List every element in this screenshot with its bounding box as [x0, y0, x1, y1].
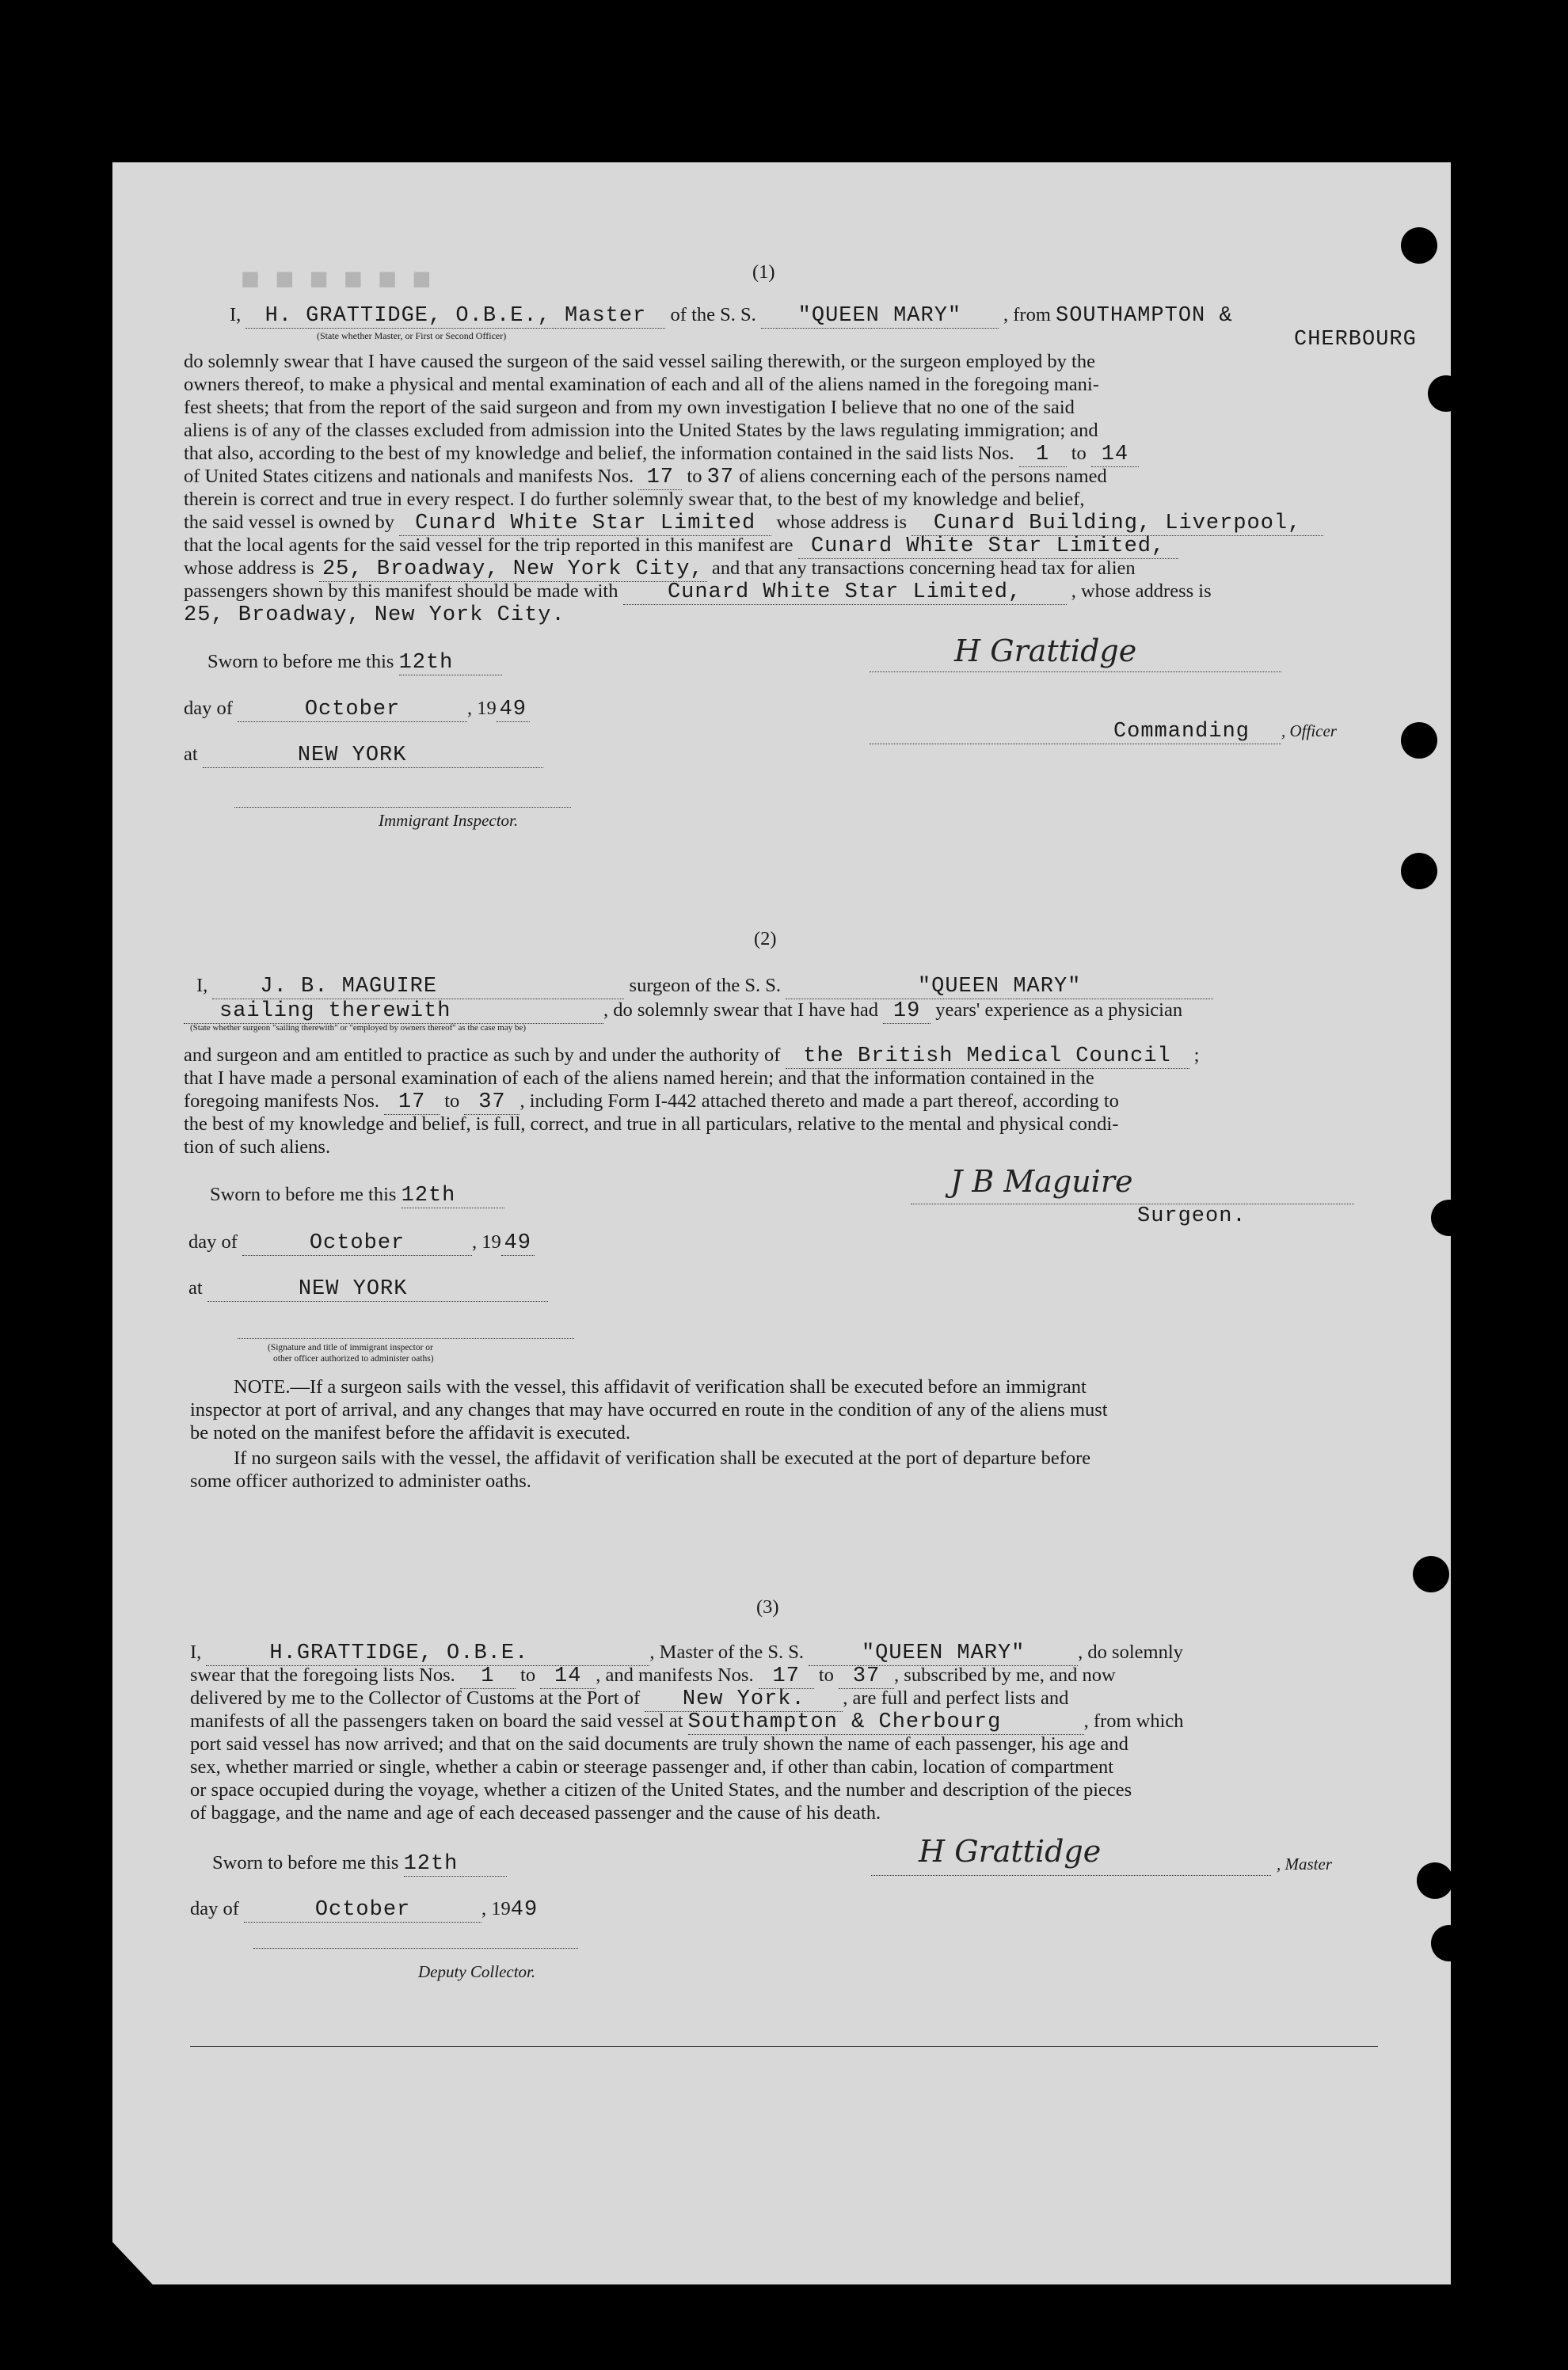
s2-surgeon-of: surgeon of the S. S.: [629, 975, 782, 996]
s2-date-line: [188, 1231, 535, 1256]
bleed-through-text: ■ ■ ■ ■ ■ ■: [238, 261, 432, 296]
s3-master-label: , Master: [1277, 1855, 1332, 1874]
s2-authority: the British Medical Council: [786, 1045, 1189, 1069]
section-2-number: (2): [754, 928, 777, 949]
section-1-number: (1): [752, 261, 775, 283]
s1-place: NEW YORK: [203, 744, 543, 768]
s1-tax-agent: Cunard White Star Limited,: [623, 581, 1067, 605]
s2-sailing-note: (State whether surgeon "sailing therewith" or "employed by owners thereof" as the case may be): [190, 1023, 527, 1033]
s1-agents-text: that the local agents for the said vessel for the trip reported in this manifest are: [184, 534, 794, 556]
s3-line-4: [190, 1710, 1184, 1735]
s3-line-1: [190, 1641, 1183, 1666]
s2-line-2: [184, 999, 1182, 1024]
s1-date-line: [184, 697, 530, 722]
s2-place: NEW YORK: [207, 1278, 548, 1302]
s2-at-label: at: [188, 1277, 203, 1299]
s3-taken-text: manifests of all the passengers taken on board the said vessel at: [190, 1710, 683, 1732]
s2-line-5: [184, 1090, 1119, 1115]
punch-hole: [1428, 375, 1464, 412]
s3-subscribed-text: , subscribed by me, and now: [894, 1664, 1116, 1686]
s2-sig-note-1: (Signature and title of immigrant inspector or: [268, 1343, 433, 1352]
s2-sworn-label: Sworn to before me this: [210, 1184, 397, 1205]
s3-man-to: 37: [839, 1665, 894, 1689]
s1-lists-text: that also, according to the best of my knowledge and belief, the information contained in the said lists Nos.: [184, 443, 1014, 464]
s1-lists-to: 14: [1091, 443, 1139, 467]
s1-line-3: fest sheets; that from the report of the said surgeon and from my own investigation I believe that no one of the said: [184, 397, 1075, 418]
s3-line-7: or space occupied during the voyage, whether a citizen of the United States, and the number and description of the pieces: [190, 1779, 1132, 1801]
s2-inspector-signature-line: [238, 1338, 574, 1339]
s2-man-from: 17: [384, 1091, 440, 1115]
punch-hole: [1401, 227, 1437, 264]
s2-note-line-2: inspector at port of arrival, and any changes that may have occurred en route in the condition of any of the aliens must: [190, 1399, 1108, 1421]
s3-lists-to: 14: [540, 1665, 596, 1689]
s2-surgeon-signature: J B Maguire: [950, 1164, 1133, 1199]
s2-year: 49: [501, 1232, 535, 1256]
s1-agents: Cunard White Star Limited,: [798, 535, 1178, 559]
s2-dayof-label: day of: [188, 1231, 238, 1253]
s1-at-line: [184, 743, 543, 768]
punch-hole: [1413, 1556, 1449, 1592]
s3-master-signature-line: [871, 1875, 1271, 1876]
s1-commanding-line: [870, 719, 1337, 744]
s1-line-2: owners thereof, to make a physical and mental examination of each and all of the aliens named in the foregoing mani-: [184, 374, 1099, 395]
s3-to: to: [520, 1664, 536, 1686]
s2-authority-text: and surgeon and am entitled to practice as such by and under the authority of: [184, 1044, 781, 1066]
s1-i: I,: [230, 304, 242, 325]
s3-master-name: H.GRATTIDGE, O.B.E.: [206, 1642, 649, 1666]
s1-tax-address: 25, Broadway, New York City.: [184, 603, 565, 627]
s2-man-to: 37: [464, 1091, 519, 1115]
s2-sworn-line: [210, 1183, 504, 1208]
s2-form-text: , including Form I-442 attached thereto and made a part thereof, according to: [519, 1090, 1119, 1112]
s1-sworn-line: [207, 650, 502, 675]
s1-port: SOUTHAMPTON &: [1056, 304, 1233, 328]
s1-signature-line: [870, 671, 1281, 672]
s2-sworn-day: 12th: [402, 1185, 504, 1208]
s2-note-line-5: some officer authorized to administer oaths.: [190, 1470, 531, 1492]
s2-manifests-text: foregoing manifests Nos.: [184, 1090, 379, 1112]
s1-line-6: [184, 465, 1107, 490]
s2-line-7: tion of such aliens.: [184, 1136, 331, 1158]
s1-master-line: [230, 303, 1233, 329]
s1-dayof-label: day of: [184, 698, 233, 719]
s2-year-prefix: , 19: [472, 1231, 501, 1253]
s3-master-of: , Master of the S. S.: [649, 1642, 805, 1663]
s3-full-text: , are full and perfect lists and: [843, 1687, 1069, 1709]
s1-aliens-text: of aliens concerning each of the persons named: [739, 466, 1107, 487]
s2-experience: years' experience as a physician: [935, 999, 1183, 1021]
s3-manifests-text: , and manifests Nos.: [596, 1664, 754, 1686]
s1-man-from: 17: [638, 466, 682, 490]
s3-from-which: , from which: [1083, 1710, 1184, 1732]
s3-collector-signature-line: [253, 1948, 578, 1949]
s3-ship: "QUEEN MARY": [809, 1642, 1078, 1666]
s2-note-line-4: If no surgeon sails with the vessel, the affidavit of verification shall be executed at the port of departure before: [234, 1447, 1091, 1469]
s1-to-2: to: [687, 466, 702, 487]
s2-line-6: the best of my knowledge and belief, is full, correct, and true in all particulars, relative to the mental and physical condi-: [184, 1113, 1119, 1135]
s1-inspector-signature-line: [234, 807, 571, 808]
s3-from-port: Southampton & Cherbourg: [688, 1711, 1084, 1735]
section-3-number: (3): [756, 1596, 779, 1618]
punch-hole: [1431, 1200, 1467, 1236]
punch-hole: [1417, 1862, 1453, 1899]
s1-line-4: aliens is of any of the classes excluded from admission into the United States by the laws regulating immigration; and: [184, 420, 1098, 441]
s1-lists-from: 1: [1019, 443, 1067, 467]
bottom-rule: [190, 2046, 1378, 2047]
s3-to-2: to: [818, 1664, 834, 1686]
s1-officer-label: , Officer: [1281, 721, 1337, 740]
s3-line-6: sex, whether married or single, whether a cabin or steerage passenger and, if other than cabin, location of compartment: [190, 1756, 1114, 1778]
s3-port: New York.: [645, 1688, 843, 1712]
s1-sworn-label: Sworn to before me this: [207, 651, 394, 672]
s1-line-5: [184, 442, 1139, 467]
s1-headtax-text: and that any transactions concerning head tax for alien: [711, 557, 1136, 579]
s3-sworn-label: Sworn to before me this: [212, 1852, 399, 1874]
s1-line-8: [184, 511, 1323, 536]
s3-sworn-day: 12th: [404, 1853, 507, 1877]
punch-hole: [1401, 853, 1437, 889]
s2-line-3: and surgeon and am entitled to practice as such by and under the authority of the British Medical Council ;: [184, 1044, 1200, 1068]
s2-sig-note-2: other officer authorized to administer oaths): [273, 1354, 434, 1364]
s1-agents-address-label: whose address is: [184, 557, 314, 579]
s1-port-2: CHERBOURG: [1294, 328, 1417, 352]
s3-master-signature: H Grattidge: [919, 1834, 1102, 1869]
s2-ship: "QUEEN MARY": [786, 976, 1213, 999]
s1-address-text: whose address is: [776, 512, 907, 533]
s3-delivered-text: delivered by me to the Collector of Customs at the Port of: [190, 1687, 641, 1709]
s3-line-2: [190, 1664, 1116, 1689]
s2-month: October: [242, 1232, 472, 1256]
punch-hole: [1431, 1925, 1467, 1961]
s1-year-prefix: , 19: [467, 698, 497, 719]
s2-note-line-3: be noted on the manifest before the affidavit is executed.: [190, 1422, 631, 1444]
s1-agents-address: 25, Broadway, New York City,: [319, 558, 707, 582]
s1-from: , from: [1003, 304, 1051, 325]
s1-manifests-text: of United States citizens and nationals and manifests Nos.: [184, 466, 634, 487]
s2-line-1: [196, 974, 1213, 999]
s3-date-line: [190, 1897, 538, 1923]
s1-man-to: 37: [706, 466, 734, 489]
s2-at-line: [188, 1276, 548, 1302]
s1-master-note: (State whether Master, or First or Second Officer): [317, 330, 507, 341]
s1-to: to: [1071, 443, 1087, 464]
s3-line-5: port said vessel has now arrived; and that on the said documents are truly shown the name of each passenger, his age and: [190, 1733, 1128, 1755]
s1-at-label: at: [184, 744, 198, 765]
s1-commanding: Commanding: [870, 721, 1281, 744]
s3-year: 49: [510, 1898, 539, 1922]
s1-line-7: therein is correct and true in every respect. I do further solemnly swear that, to the best of my knowledge and belief,: [184, 489, 1085, 510]
s1-ship-name: "QUEEN MARY": [761, 305, 999, 329]
s1-of-ss: of the S. S.: [670, 304, 756, 325]
s2-years: 19: [883, 1000, 931, 1024]
s1-line-1: do solemnly swear that I have caused the surgeon of the said vessel sailing therewith, or the surgeon employed by the: [184, 351, 1095, 372]
s3-line-8: of baggage, and the name and age of each deceased passenger and the cause of his death.: [190, 1802, 881, 1824]
s3-collector-label: Deputy Collector.: [418, 1962, 536, 1981]
s2-surgeon-name: J. B. MAGUIRE: [212, 976, 624, 999]
s1-line-10: [184, 557, 1136, 582]
s1-owner: Cunard White Star Limited: [399, 512, 771, 536]
s2-swear: , do solemnly swear that I have had: [603, 999, 878, 1021]
s1-line-12: [184, 603, 565, 627]
s1-month: October: [238, 698, 467, 722]
s1-sworn-day: 12th: [399, 652, 502, 675]
s2-surgeon-label: Surgeon.: [1137, 1204, 1246, 1228]
s2-line-4: that I have made a personal examination of each of the aliens named herein; and that the information contained in the: [184, 1067, 1094, 1089]
punch-hole: [1401, 722, 1437, 759]
s2-i: I,: [196, 975, 208, 996]
s1-passengers-text: passengers shown by this manifest should be made with: [184, 580, 618, 602]
s1-owner-address: Cunard Building, Liverpool,: [911, 512, 1323, 536]
s2-sailing: sailing therewith: [184, 1000, 603, 1024]
s3-year-prefix: , 19: [481, 1898, 511, 1919]
s1-line-11: [184, 580, 1212, 605]
s1-whose-address: , whose address is: [1071, 580, 1212, 602]
s3-i: I,: [190, 1642, 202, 1663]
s1-master-name: H. GRATTIDGE, O.B.E., Master: [245, 305, 665, 329]
s3-solemnly: , do solemnly: [1078, 1642, 1183, 1663]
s2-note-line-1: NOTE.—If a surgeon sails with the vessel, this affidavit of verification shall be executed before an immigrant: [234, 1376, 1087, 1398]
s3-line-3: [190, 1687, 1068, 1712]
s3-month: October: [244, 1899, 481, 1923]
s1-year: 49: [497, 698, 530, 722]
s3-lists-from: 1: [460, 1665, 516, 1689]
s1-line-9: [184, 534, 1178, 559]
s3-lists-text: swear that the foregoing lists Nos.: [190, 1664, 455, 1686]
s3-man-from: 17: [759, 1665, 814, 1689]
s3-sworn-line: [212, 1851, 507, 1877]
s1-inspector-label: Immigrant Inspector.: [379, 811, 519, 830]
s1-master-signature: H Grattidge: [954, 633, 1137, 668]
s2-to: to: [444, 1090, 460, 1112]
s3-dayof-label: day of: [190, 1898, 239, 1919]
s1-owned-text: the said vessel is owned by: [184, 512, 395, 533]
